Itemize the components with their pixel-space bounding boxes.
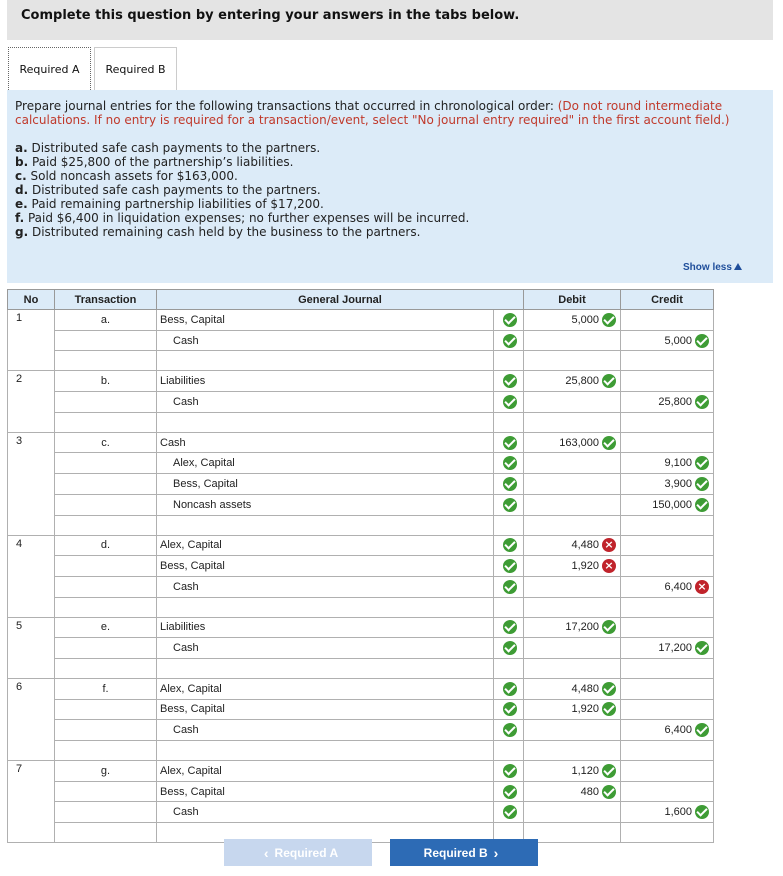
entry-number: 1 [8, 310, 55, 371]
transaction-text: Paid $25,800 of the partnership’s liabilities. [31, 155, 294, 169]
account-status [494, 761, 524, 782]
table-row-blank [8, 515, 714, 535]
table-row [8, 617, 714, 638]
transaction-item [15, 169, 469, 183]
credit-cell[interactable] [621, 392, 714, 413]
account-cell[interactable]: Bess, Capital [157, 310, 494, 331]
transaction-letter: c. [15, 169, 27, 183]
transaction-item [15, 183, 469, 197]
transaction-list [15, 141, 469, 239]
transaction-cell[interactable] [55, 781, 157, 802]
prompt-note: (Do not round intermediate calculations. If no entry is required for a transaction/event, select "No journal entry required" in the first account field.) [15, 99, 730, 127]
col-general-journal: General Journal [157, 290, 524, 310]
account-cell[interactable]: Cash [157, 432, 494, 453]
check-circle-icon [695, 641, 709, 655]
check-circle-icon [602, 702, 616, 716]
credit-cell[interactable] [621, 741, 714, 761]
check-circle-icon [503, 785, 517, 799]
check-circle-icon [503, 538, 517, 552]
entry-number: 3 [8, 432, 55, 535]
check-circle-icon [503, 764, 517, 778]
table-row [8, 330, 714, 351]
transaction-cell[interactable] [55, 802, 157, 823]
debit-cell[interactable] [524, 638, 621, 659]
account-cell[interactable] [157, 412, 494, 432]
debit-cell[interactable] [524, 392, 621, 413]
show-less-link[interactable] [683, 262, 742, 273]
account-cell[interactable]: Bess, Capital [157, 781, 494, 802]
transaction-cell[interactable] [55, 823, 157, 843]
credit-value: 9,100 [664, 457, 692, 470]
debit-cell[interactable] [524, 576, 621, 597]
debit-value: 25,800 [565, 375, 599, 388]
col-transaction: Transaction [55, 290, 157, 310]
transaction-cell[interactable]: g. [55, 761, 157, 782]
transaction-cell[interactable]: a. [55, 310, 157, 331]
account-status [494, 576, 524, 597]
transaction-text: Paid remaining partnership liabilities of $17,200. [31, 197, 324, 211]
x-circle-icon: × [602, 559, 616, 573]
check-circle-icon [503, 682, 517, 696]
credit-cell[interactable] [621, 310, 714, 331]
check-circle-icon [695, 456, 709, 470]
credit-cell[interactable] [621, 802, 714, 823]
transaction-cell[interactable] [55, 720, 157, 741]
transaction-cell[interactable] [55, 741, 157, 761]
account-cell[interactable] [157, 351, 494, 371]
account-status [494, 392, 524, 413]
check-circle-icon [602, 682, 616, 696]
debit-value: 5,000 [571, 313, 599, 326]
debit-cell[interactable] [524, 432, 621, 453]
col-credit: Credit [621, 290, 714, 310]
table-row [8, 432, 714, 453]
credit-cell[interactable] [621, 515, 714, 535]
debit-cell[interactable] [524, 556, 621, 577]
credit-value: 3,900 [664, 477, 692, 490]
x-circle-icon: × [695, 580, 709, 594]
transaction-cell[interactable]: c. [55, 432, 157, 453]
debit-cell[interactable] [524, 330, 621, 351]
account-status [494, 556, 524, 577]
entry-number: 5 [8, 617, 55, 678]
check-circle-icon [503, 620, 517, 634]
credit-cell[interactable] [621, 823, 714, 843]
transaction-letter: g. [15, 225, 29, 239]
account-status [494, 330, 524, 351]
account-status [494, 658, 524, 678]
debit-cell[interactable] [524, 453, 621, 474]
credit-cell[interactable] [621, 781, 714, 802]
credit-cell[interactable] [621, 678, 714, 699]
debit-cell[interactable] [524, 371, 621, 392]
debit-value: 1,120 [571, 764, 599, 777]
debit-cell[interactable] [524, 699, 621, 720]
check-circle-icon [503, 313, 517, 327]
transaction-cell[interactable]: f. [55, 678, 157, 699]
debit-cell[interactable] [524, 412, 621, 432]
col-no: No [8, 290, 55, 310]
credit-cell[interactable] [621, 412, 714, 432]
check-circle-icon [602, 313, 616, 327]
check-circle-icon [602, 785, 616, 799]
check-circle-icon [695, 723, 709, 737]
next-required-b-button[interactable] [390, 839, 538, 866]
transaction-cell[interactable] [55, 351, 157, 371]
check-circle-icon [602, 374, 616, 388]
credit-cell[interactable] [621, 453, 714, 474]
debit-cell[interactable] [524, 802, 621, 823]
transaction-text: Distributed safe cash payments to the partners. [31, 141, 321, 155]
table-row [8, 781, 714, 802]
credit-cell[interactable] [621, 432, 714, 453]
check-circle-icon [503, 805, 517, 819]
check-circle-icon [602, 764, 616, 778]
check-circle-icon [503, 641, 517, 655]
account-status [494, 741, 524, 761]
account-status [494, 515, 524, 535]
account-status [494, 597, 524, 617]
table-row [8, 576, 714, 597]
entry-number: 7 [8, 761, 55, 843]
entry-number: 2 [8, 371, 55, 432]
credit-cell[interactable] [621, 556, 714, 577]
transaction-cell[interactable] [55, 515, 157, 535]
credit-value: 25,800 [658, 395, 692, 408]
table-row [8, 761, 714, 782]
credit-value: 6,400 [664, 580, 692, 593]
table-row-blank [8, 741, 714, 761]
tab-required-b[interactable]: Required B [94, 47, 177, 90]
credit-value: 150,000 [652, 498, 692, 511]
account-cell[interactable]: Alex, Capital [157, 535, 494, 556]
check-circle-icon [503, 456, 517, 470]
account-status [494, 310, 524, 331]
journal-table [7, 289, 714, 843]
transaction-item [15, 211, 469, 225]
debit-cell[interactable] [524, 761, 621, 782]
account-cell[interactable]: Cash [157, 576, 494, 597]
triangle-up-icon [734, 263, 742, 270]
credit-value: 1,600 [664, 806, 692, 819]
credit-cell[interactable] [621, 658, 714, 678]
transaction-letter: d. [15, 183, 29, 197]
table-row [8, 494, 714, 515]
debit-value: 480 [580, 785, 599, 798]
table-row-blank [8, 658, 714, 678]
table-row [8, 638, 714, 659]
table-row [8, 474, 714, 495]
table-row-blank [8, 412, 714, 432]
account-status [494, 535, 524, 556]
table-row [8, 720, 714, 741]
transaction-cell[interactable] [55, 699, 157, 720]
account-status [494, 412, 524, 432]
account-cell[interactable] [157, 515, 494, 535]
check-circle-icon [503, 334, 517, 348]
prompt-main: Prepare journal entries for the following transactions that occurred in chronological order: [15, 99, 554, 113]
tab-required-a[interactable]: Required A [8, 47, 91, 90]
account-cell[interactable] [157, 658, 494, 678]
check-circle-icon [503, 436, 517, 450]
transaction-cell[interactable] [55, 392, 157, 413]
transaction-letter: e. [15, 197, 28, 211]
debit-cell[interactable] [524, 351, 621, 371]
credit-value: 5,000 [664, 334, 692, 347]
prev-label: Required A [274, 845, 339, 860]
account-status [494, 453, 524, 474]
credit-cell[interactable] [621, 494, 714, 515]
debit-cell[interactable] [524, 617, 621, 638]
transaction-cell[interactable] [55, 576, 157, 597]
account-status [494, 432, 524, 453]
credit-cell[interactable] [621, 597, 714, 617]
debit-cell[interactable] [524, 678, 621, 699]
account-cell[interactable]: Noncash assets [157, 494, 494, 515]
account-status [494, 781, 524, 802]
debit-cell[interactable] [524, 474, 621, 495]
question-panel [7, 90, 773, 283]
table-row [8, 699, 714, 720]
debit-cell[interactable] [524, 781, 621, 802]
debit-cell[interactable] [524, 597, 621, 617]
account-cell[interactable]: Cash [157, 720, 494, 741]
transaction-item [15, 141, 469, 155]
table-row [8, 678, 714, 699]
account-cell[interactable]: Alex, Capital [157, 678, 494, 699]
account-cell[interactable]: Alex, Capital [157, 453, 494, 474]
account-status [494, 802, 524, 823]
account-cell[interactable]: Cash [157, 802, 494, 823]
credit-cell[interactable] [621, 761, 714, 782]
check-circle-icon [695, 477, 709, 491]
transaction-cell[interactable] [55, 330, 157, 351]
debit-value: 17,200 [565, 621, 599, 634]
account-status [494, 720, 524, 741]
account-status [494, 351, 524, 371]
account-status [494, 474, 524, 495]
account-status [494, 638, 524, 659]
prompt-text [15, 99, 755, 127]
check-circle-icon [695, 334, 709, 348]
account-cell[interactable]: Cash [157, 330, 494, 351]
credit-cell[interactable] [621, 330, 714, 351]
account-status [494, 678, 524, 699]
credit-cell[interactable] [621, 371, 714, 392]
debit-value: 1,920 [571, 560, 599, 573]
instruction-bar [7, 0, 773, 40]
account-cell[interactable]: Cash [157, 392, 494, 413]
account-cell[interactable]: Bess, Capital [157, 556, 494, 577]
credit-cell[interactable] [621, 638, 714, 659]
credit-cell[interactable] [621, 576, 714, 597]
debit-value: 1,920 [571, 703, 599, 716]
transaction-cell[interactable] [55, 412, 157, 432]
check-circle-icon [503, 395, 517, 409]
transaction-cell[interactable]: e. [55, 617, 157, 638]
prev-required-a-button[interactable] [224, 839, 372, 866]
show-less-label: Show less [683, 262, 732, 273]
table-row [8, 535, 714, 556]
check-circle-icon [503, 498, 517, 512]
transaction-cell[interactable] [55, 638, 157, 659]
entry-number: 6 [8, 678, 55, 760]
account-cell[interactable]: Alex, Capital [157, 761, 494, 782]
table-row [8, 802, 714, 823]
credit-value: 6,400 [664, 724, 692, 737]
debit-value: 4,480 [571, 539, 599, 552]
transaction-item [15, 197, 469, 211]
account-cell[interactable]: Bess, Capital [157, 699, 494, 720]
account-cell[interactable]: Liabilities [157, 371, 494, 392]
debit-cell[interactable] [524, 494, 621, 515]
credit-cell[interactable] [621, 699, 714, 720]
debit-cell[interactable] [524, 310, 621, 331]
account-status [494, 494, 524, 515]
transaction-cell[interactable] [55, 494, 157, 515]
transaction-text: Distributed remaining cash held by the business to the partners. [31, 225, 421, 239]
transaction-text: Distributed safe cash payments to the partners. [31, 183, 321, 197]
debit-value: 4,480 [571, 682, 599, 695]
debit-cell[interactable] [524, 535, 621, 556]
table-row [8, 556, 714, 577]
transaction-text: Paid $6,400 in liquidation expenses; no further expenses will be incurred. [27, 211, 470, 225]
table-row [8, 371, 714, 392]
entry-number: 4 [8, 535, 55, 617]
check-circle-icon [503, 702, 517, 716]
transaction-cell[interactable] [55, 597, 157, 617]
credit-cell[interactable] [621, 474, 714, 495]
account-cell[interactable]: Cash [157, 638, 494, 659]
account-cell[interactable] [157, 741, 494, 761]
transaction-item [15, 155, 469, 169]
debit-cell[interactable] [524, 720, 621, 741]
transaction-text: Sold noncash assets for $163,000. [30, 169, 238, 183]
transaction-letter: b. [15, 155, 29, 169]
table-row-blank [8, 351, 714, 371]
transaction-item [15, 225, 469, 239]
account-status [494, 617, 524, 638]
check-circle-icon [503, 723, 517, 737]
debit-cell[interactable] [524, 658, 621, 678]
credit-value: 17,200 [658, 642, 692, 655]
transaction-letter: f. [15, 211, 25, 225]
account-cell[interactable]: Liabilities [157, 617, 494, 638]
check-circle-icon [695, 805, 709, 819]
check-circle-icon [503, 559, 517, 573]
chevron-right-icon: › [493, 844, 499, 861]
transaction-cell[interactable]: d. [55, 535, 157, 556]
credit-cell[interactable] [621, 535, 714, 556]
account-status [494, 371, 524, 392]
debit-value: 163,000 [559, 436, 599, 449]
col-debit: Debit [524, 290, 621, 310]
account-status [494, 699, 524, 720]
account-cell[interactable]: Bess, Capital [157, 474, 494, 495]
transaction-cell[interactable] [55, 658, 157, 678]
next-label: Required B [423, 845, 488, 860]
transaction-cell[interactable] [55, 474, 157, 495]
x-circle-icon: × [602, 538, 616, 552]
credit-cell[interactable] [621, 351, 714, 371]
check-circle-icon [695, 498, 709, 512]
table-row-blank [8, 597, 714, 617]
chevron-left-icon: ‹ [263, 844, 269, 861]
table-row [8, 310, 714, 331]
debit-cell[interactable] [524, 741, 621, 761]
check-circle-icon [503, 477, 517, 491]
check-circle-icon [503, 580, 517, 594]
debit-cell[interactable] [524, 515, 621, 535]
credit-cell[interactable] [621, 720, 714, 741]
transaction-cell[interactable] [55, 453, 157, 474]
table-row [8, 392, 714, 413]
table-row [8, 453, 714, 474]
transaction-cell[interactable] [55, 556, 157, 577]
check-circle-icon [695, 395, 709, 409]
check-circle-icon [602, 620, 616, 634]
instruction-text: Complete this question by entering your answers in the tabs below. [21, 8, 520, 23]
credit-cell[interactable] [621, 617, 714, 638]
account-cell[interactable] [157, 597, 494, 617]
debit-cell[interactable] [524, 823, 621, 843]
transaction-letter: a. [15, 141, 28, 155]
check-circle-icon [602, 436, 616, 450]
check-circle-icon [503, 374, 517, 388]
transaction-cell[interactable]: b. [55, 371, 157, 392]
